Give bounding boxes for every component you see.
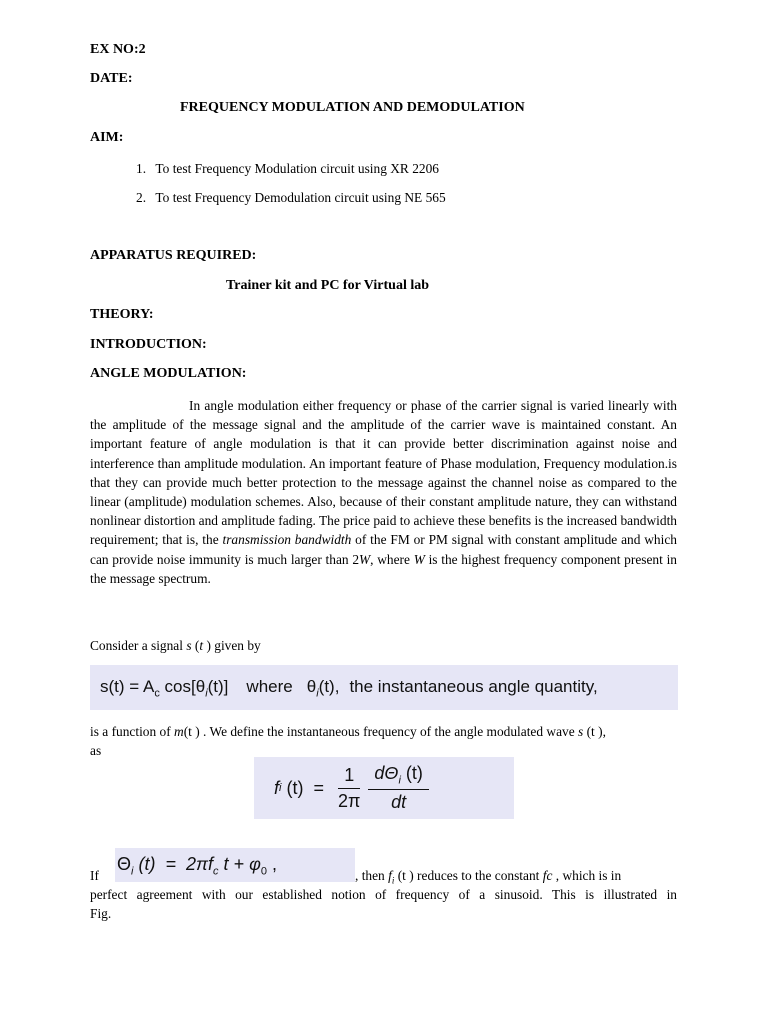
eq-numerator (368, 763, 428, 790)
eq-term: s(t) = A (100, 677, 155, 696)
equation-phase (117, 854, 277, 878)
eq-subscript: i (279, 782, 282, 794)
aim-item-number: 1. (136, 161, 147, 176)
eq-term: (t) = (281, 777, 324, 798)
if-line-2: perfect agreement with our established notion of frequency of a sinusoid. This is illustrated in (90, 887, 677, 902)
eq-denominator: dt (391, 791, 407, 812)
function-text: (t ), (583, 724, 606, 739)
eq-term: dΘ (374, 763, 399, 784)
eq-subscript: i (131, 865, 134, 878)
eq-term: (t) = 2πf (133, 854, 214, 874)
theory-paragraph (90, 396, 677, 588)
eq-term: θ (306, 677, 317, 696)
date-label: DATE: (90, 71, 133, 86)
eq-denominator: 2π (337, 790, 361, 811)
equation-phase-box (115, 848, 355, 882)
function-symbol: m (174, 724, 184, 739)
eq-term: Θ (117, 854, 132, 874)
equation-frequency-box (254, 757, 514, 819)
eq-description: the instantaneous angle quantity, (349, 677, 598, 696)
eq-term: f (274, 777, 280, 798)
eq-numerator: 1 (338, 765, 360, 789)
consider-text: Consider a signal (90, 638, 187, 653)
eq-term: (t) (400, 763, 423, 784)
eq-term: , (266, 854, 277, 874)
if-symbol: fc (542, 868, 553, 883)
paragraph-italic: W (359, 551, 371, 567)
theory-heading: THEORY: (90, 307, 154, 322)
if-text: (t ) reduces to the constant (394, 868, 543, 883)
exercise-number: EX NO:2 (90, 42, 146, 57)
paragraph-text: is the highest frequency component present in the message spectrum. (90, 551, 677, 586)
if-label: If (90, 868, 99, 883)
aim-heading: AIM: (90, 130, 124, 145)
eq-term: (t), (318, 677, 340, 696)
function-line-2: as (90, 743, 102, 758)
apparatus-text: Trainer kit and PC for Virtual lab (226, 278, 430, 293)
eq-subscript: c (154, 687, 160, 700)
aim-item-2 (136, 188, 446, 207)
if-symbol: f (388, 868, 392, 883)
if-text: , then (355, 868, 389, 883)
eq-subscript: 0 (260, 865, 267, 878)
function-text: (t ) . We define the instantaneous frequency of the angle modulated wave (183, 724, 579, 739)
eq-term: t + φ (218, 854, 261, 874)
eq-term: cos[θ (159, 677, 206, 696)
function-symbol: s (578, 724, 584, 739)
eq-subscript: c (213, 865, 219, 878)
equation-signal (100, 677, 598, 699)
paragraph-text: In angle modulation either frequency or phase of the carrier signal is varied linearly with the amplitude of the message signal and the amplitude of the carrier wave is maintained constant. An important feature of angle modulation is that it can provide better discrimination against noise and interference than amplitude modulation. An important feature of Phase modulation, Frequency modulation.is that they can provide much better protection to the message against the channel noise as compared to the linear (amplitude) modulation schemes. Also, because of their constant amplitude nature, they can withstand nonlinear distortion and amplitude fading. The price paid to achieve these benefits is the increased bandwidth requirement; that is, the (90, 398, 677, 548)
eq-subscript: i (398, 774, 401, 787)
aim-item-text: To test Frequency Demodulation circuit using NE 565 (155, 190, 446, 205)
paragraph-italic: W (413, 551, 425, 567)
if-subscript: i (391, 875, 395, 886)
consider-line (90, 636, 261, 655)
paragraph-text: of the FM or PM signal with constant amplitude and which can provide noise immunity is much larger than 2 (90, 532, 677, 567)
page-title: FREQUENCY MODULATION AND DEMODULATION (180, 100, 525, 115)
aim-item-1 (136, 159, 439, 178)
aim-item-number: 2. (136, 190, 147, 205)
angle-modulation-heading: ANGLE MODULATION: (90, 366, 247, 381)
equation-frequency (274, 763, 433, 813)
eq-fraction-1 (338, 765, 360, 812)
eq-where: where (246, 677, 293, 696)
function-text: is a function of (90, 724, 175, 739)
eq-subscript: i (316, 687, 319, 700)
equation-signal-box (90, 665, 678, 710)
eq-term: (t)] (207, 677, 229, 696)
aim-item-text: To test Frequency Modulation circuit using XR 2206 (155, 161, 439, 176)
apparatus-heading: APPARATUS REQUIRED: (90, 248, 257, 263)
function-line (90, 722, 606, 741)
introduction-heading: INTRODUCTION: (90, 337, 207, 352)
consider-text: ) given by (203, 638, 261, 653)
consider-text: ( (191, 638, 200, 653)
paragraph-text: , where (370, 551, 414, 567)
if-line-3: Fig. (90, 906, 112, 921)
consider-symbol: t (199, 638, 204, 653)
eq-fraction-2 (368, 763, 428, 813)
eq-subscript: i (205, 687, 208, 700)
consider-symbol: s (186, 638, 192, 653)
paragraph-italic: transmission bandwidth (222, 532, 352, 548)
if-text: , which is in (552, 868, 622, 883)
